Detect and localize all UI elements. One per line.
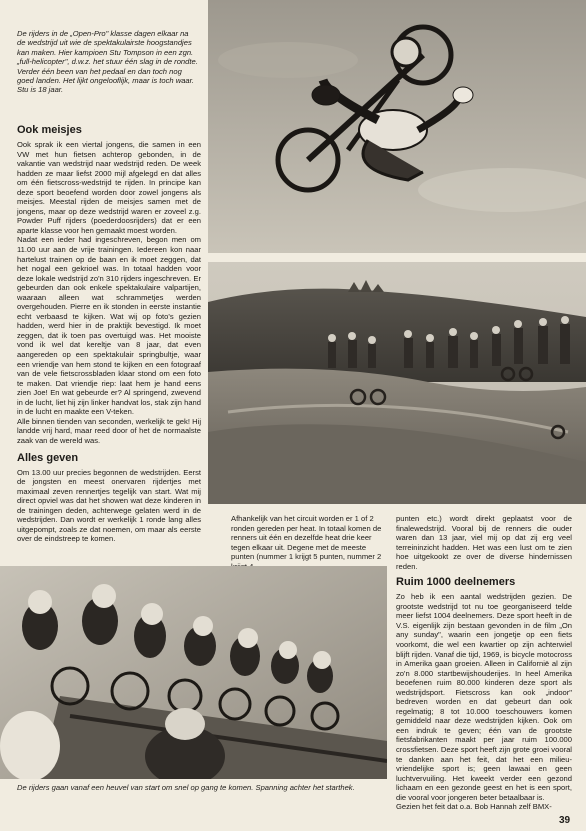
paragraph: Ook sprak ik een viertal jongens, die samen in een VW met hun fietsen achterop gebonden, in de vakantie van wedstrijd naar wedstrijd reden. De week hadden ze maar liefst 2000 mijl afgelegd en dat alles om één fietscross-wedstrijd te rijden. In principe kan deze sport beoefend worden door zowel jongens als meisjes. Meestal rijden de meisjes samen met de jongens, maar op deze wedstrijd waren er zoveel z.g. Powder Puff rijders (poederdoosrijders) dat er een aparte klasse voor hen gemaakt moest worden. bbox=[17, 140, 201, 235]
start-gate-photo bbox=[0, 566, 387, 779]
section-heading-alles-geven: Alles geven bbox=[17, 451, 79, 464]
page-number: 39 bbox=[559, 815, 571, 826]
article-column-middle: Afhankelijk van het circuit worden er 1 of 2 ronden gereden per heat. In totaal komen de renners uit één en dezelfde heat drie keer tegen elkaar uit. Degene met de meeste punten (nummer 1 krijgt 5 punten, nummer 2 bbox=[231, 514, 382, 562]
spectators-hill-illustration bbox=[208, 262, 586, 504]
section-heading-ook-meisjes: Ook meisjes bbox=[17, 124, 82, 136]
start-gate-illustration bbox=[0, 566, 387, 779]
jump-photo-caption: De rijders in de „Open-Pro" klasse dagen elkaar na de wedstrijd uit wie de spektakulairste hoogstandjes kan maken. Hier kampioen Stu Tompson in een zgn. „full-helicopter", d.w.z. het stuur één slag in de rondte. Verder één been van het pedaal en dan toch nog goed landen. Het lijkt ongelooflijk, maar is toch waar. Stu is 18 jaar. bbox=[17, 29, 198, 95]
paragraph: Alle binnen tienden van seconden, werkelijk te gek! Hij landde vrij hard, maar reed door of het de normaalste zaak van de wereld was. bbox=[17, 416, 201, 445]
jump-trick-photo bbox=[208, 0, 586, 253]
spectators-hill-photo bbox=[208, 262, 586, 504]
article-column-right bbox=[396, 514, 572, 812]
article-column-left bbox=[17, 120, 201, 544]
jump-trick-illustration bbox=[208, 0, 586, 253]
paragraph: Zo heb ik een aantal wedstrijden gezien. De grootste wedstrijd tot nu toe georganiseerd telde meer liefst 1004 deelnemers. Deze sport heeft in de V.S. eigenlijk zijn bestaan gevonden in de film „On any sunday", waarin een jongetje op een fiets voorkomt, die wel een kwartier op zijn achterwiel blijft rijden. Vanaf die tijd, 1969, is bicycle motocross in Amerika gaan groeien. Alleen in Californië al zijn zo'n 8.000 startbewijshouderijes. In heel Amerika beoefenen ruim 80.000 kinderen deze sport als wedstrijdsport. Fietscross kan ook „indoor" bedreven worden en dat gebeurt dan ook regelmatig; 8 tot 10.000 toeschouwers komen gemiddeld naar deze wedstrijden kijken. Ook om een indruk te geven; één van de grootste fietsfabrikanten maakt per jaar ruim 100.000 crossfietsen. Deze sport heeft zijn grote groei vooral te danken aan het feit, dat het een milieu-vriendelijke sport is; geen lawaai en geen luchtvervuiling. Het kweekt verder een gezond lichaam en een gezonde geest en het is een sport, die vooral voor jongeren beter betaalbaar is. bbox=[396, 592, 572, 802]
paragraph: punten etc.) wordt direkt geplaatst voor de finalewedstrijd. Vooral bij de renners die ouder waren dan 13 jaar, viel mij op dat zij erg veel terreininzicht hadden. Het was een lust om te zien hoe uitgekookt ze over de diverse hindernissen reden. bbox=[396, 514, 572, 571]
paragraph: Nadat een ieder had ingeschreven, begon men om 11.00 uur aan de vrije trainingen. Iedereen kon naar hartelust trainen op de baan en ik moet zeggen, dat het nogal een gekrioel was. In totaal hadden voor deze lokale wedstrijd zo'n 310 rijders ingeschreven. Er gebeurden dan ook enkele spektakulaire valpartijen, waaraan alleen wat schrammetjes werden overgehouden. Pierre en ik stonden in eerste instantie echt verbaasd te kijken. Wat wij op foto's gezien hadden, werd hier in de praktijk bevestigd. Ik moet zeggen, dat ik toen pas overtuigd was. Het mooiste vond ik wel dat kereltje van 8 jaar, dat even aangereden op een spektakulair springbultje, waar een vriendje van hem stond te kijken en een fotograaf van de vele fietscrossbladen klaar stond om een foto te maken. Dat vriendje riep: laat hem je hand eens zien Joe! En wat gebeurde er? Al springend, zwevend in de lucht, liet hij zijn linker handvat los, stak zijn hand in de lucht en maakte een V-teken. bbox=[17, 235, 201, 417]
section-heading-ruim-1000: Ruim 1000 deelnemers bbox=[396, 576, 516, 589]
start-gate-caption: De rijders gaan vanaf een heuvel van start om snel op gang te komen. Spanning achter het starthek. bbox=[17, 783, 355, 792]
paragraph: Gezien het feit dat o.a. Bob Hannah zelf BMX- bbox=[396, 802, 552, 812]
paragraph: Om 13.00 uur precies begonnen de wedstrijden. Eerst de jongsten en meest onervaren rijdertjes met maximaal zeven rennertjes tegelijk van start. Wat mij direct opviel was dat het showen wat deze kinderen in de trainingen deden, achterwege gelaten werd in de wedstrijden. Dan wordt er werkelijk 1 ronde lang alles uitgepompt, zoals ze dat noemen, om maar als eerste over de eindstreep te komen. bbox=[17, 467, 201, 544]
